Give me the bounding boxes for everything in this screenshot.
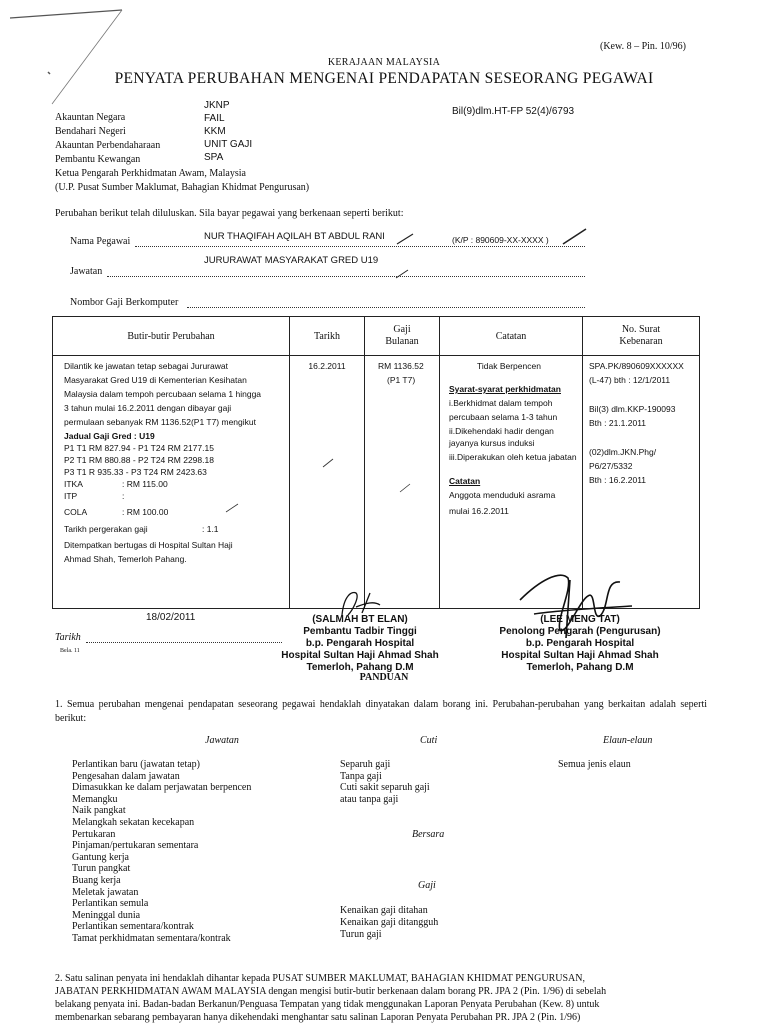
itp-value: :: [122, 491, 125, 501]
remark-line: i.Berkhidmat dalam tempoh: [449, 398, 553, 408]
col-header-date: Tarikh: [290, 317, 365, 356]
list-item: Gantung kerja: [72, 851, 129, 863]
name-dotted-line: [135, 246, 585, 247]
typed-line: FAIL: [204, 113, 225, 124]
signatory-line: Temerloh, Pahang D.M: [526, 662, 634, 673]
signatory-line: b.p. Pengarah Hospital: [305, 638, 415, 649]
remark-line: Tidak Berpencen: [477, 361, 541, 371]
detail-line: permulaan sebanyak RM 1136.52(P1 T7) mengikut: [64, 417, 256, 427]
details-cell: [53, 356, 290, 609]
intro-text: Perubahan berikut telah diluluskan. Sila bayar pegawai yang berkenaan seperti berikut:: [55, 208, 404, 219]
salary-step: (P1 T7): [387, 375, 416, 385]
detail-line: P3 T1 R 935.33 - P3 T24 RM 2423.63: [64, 467, 207, 477]
checkmark-icon: [395, 232, 415, 246]
typed-addressees: [204, 99, 252, 164]
payroll-label: Nombor Gaji Berkomputer: [70, 297, 179, 308]
list-item: Buang kerja: [72, 874, 121, 886]
date-cell: [290, 356, 365, 609]
list-item: atau tanpa gaji: [340, 793, 399, 805]
signatory-line: Hospital Sultan Haji Ahmad Shah: [501, 650, 659, 661]
remark-line: percubaan selama 1-3 tahun: [449, 412, 558, 422]
approval-line: Bil(3) dlm.KKP-190093: [589, 404, 676, 414]
addressee-line: (U.P. Pusat Sumber Maklumat, Bahagian Khidmat Pengurusan): [55, 182, 310, 193]
list-item: Perlantikan baru (jawatan tetap): [72, 759, 200, 770]
guide-paragraph-2: [55, 972, 715, 1024]
addressee-line: Bendahari Negeri: [55, 126, 126, 137]
detail-line: ITKA: [64, 479, 83, 489]
position-dotted-line: [107, 276, 585, 277]
approval-line: Bth : 21.1.2011: [589, 418, 647, 428]
jawatan-list: [72, 759, 251, 945]
position-label: Jawatan: [70, 266, 103, 277]
left-signatory: [260, 614, 460, 674]
ic-number: (K/P : 890609-XX-XXXX ): [452, 235, 549, 245]
form-reference: (Kew. 8 – Pin. 10/96): [600, 41, 687, 52]
signatory-line: b.p. Pengarah Hospital: [525, 638, 635, 649]
list-item: Kenaikan gaji ditahan: [340, 905, 428, 916]
checkmark-icon: [224, 502, 240, 514]
list-item: Pertukaran: [72, 828, 116, 840]
reference-number: Bil(9)dlm.HT-FP 52(4)/6793: [452, 106, 575, 117]
jawatan-heading: Jawatan: [205, 735, 239, 746]
list-item: Kenaikan gaji ditangguh: [340, 917, 439, 928]
elaun-item: Semua jenis elaun: [558, 759, 631, 770]
cola-value: : RM 100.00: [122, 507, 169, 517]
list-item: Memangku: [72, 793, 118, 805]
paragraph-line: JABATAN PERKHIDMATAN AWAM MALAYSIA dengan mengisi butir-butir berkenaan dalam borang PR. JPA 2 (Pin. 1/96) di sebelah: [55, 986, 607, 997]
detail-line: P2 T1 RM 880.88 - P2 T24 RM 2298.18: [64, 455, 214, 465]
position-value: JURURAWAT MASYARAKAT GRED U19: [204, 255, 379, 266]
right-signatory: [480, 614, 680, 674]
addressee-line: Ketua Pengarah Perkhidmatan Awam, Malaysia: [55, 168, 246, 179]
list-item: Dimasukkan ke dalam perjawatan berpencen: [72, 782, 252, 794]
tarikh-label: Tarikh: [55, 632, 81, 643]
pergerakan-value: : 1.1: [202, 524, 219, 534]
approval-line: (02)dlm.JKN.Phg/: [589, 447, 657, 457]
remark-line: iii.Diperakukan oleh ketua jabatan: [449, 452, 577, 462]
remark-line: ii.Dikehendaki hadir dengan: [449, 426, 554, 436]
detail-line: Ditempatkan bertugas di Hospital Sultan Haji: [64, 540, 233, 550]
paragraph-line: 2. Satu salinan penyata ini hendaklah dihantar kepada PUSAT SUMBER MAKLUMAT, BAHAGIAN KHIDMAT PENGURUSAN,: [55, 973, 585, 984]
col-header-approval: No. Surat Kebenaran: [583, 317, 700, 356]
addressee-line: Akauntan Perbendaharaan: [55, 140, 161, 151]
approval-line: SPA.PK/890609XXXXXX: [589, 361, 684, 371]
signatory-name: (LEE MENG TAT): [540, 614, 620, 625]
itka-value: : RM 115.00: [122, 479, 168, 489]
list-item: Cuti sakit separuh gaji: [340, 782, 430, 794]
checkmark-icon: [321, 457, 335, 469]
typed-line: UNIT GAJI: [204, 139, 253, 150]
remark-line: jayanya kursus induksi: [449, 438, 535, 448]
approval-line: (L-47) bth : 12/1/2011: [589, 375, 671, 385]
gaji-heading: Gaji: [418, 880, 436, 891]
list-item: Melangkah sekatan kecekapan: [72, 816, 195, 828]
checkmark-icon: [398, 482, 412, 494]
detail-line: ITP: [64, 491, 78, 501]
list-item: Meletak jawatan: [72, 886, 139, 898]
list-item: Perlantikan sementara/kontrak: [72, 921, 194, 933]
bersara-heading: Bersara: [412, 829, 445, 840]
addressee-list: [55, 111, 309, 195]
detail-line: P1 T1 RM 827.94 - P1 T24 RM 2177.15: [64, 443, 214, 453]
list-item: Meninggal dunia: [72, 909, 141, 921]
list-item: Pengesahan dalam jawatan: [72, 770, 180, 782]
list-item: Tamat perkhidmatan sementara/kontrak: [72, 932, 231, 944]
remark-heading: Syarat-syarat perkhidmatan: [449, 384, 561, 394]
form-code: Bela. 11: [60, 648, 80, 654]
gaji-list: [340, 905, 438, 941]
list-item: Turun pangkat: [72, 863, 131, 875]
signatory-title: Pembantu Tadbir Tinggi: [303, 626, 417, 637]
detail-line: 3 tahun mulai 16.2.2011 dengan dibayar gaji: [64, 403, 232, 413]
elaun-heading: Elaun-elaun: [603, 735, 653, 746]
col-header-salary: Gaji Bulanan: [365, 317, 440, 356]
paragraph-line: belakang penyata ini. Badan-badan Berkanun/Penguasa Tempatan yang tidak menggunakan Laporan Penyata Perubahan (Kew. 8) untuk: [55, 999, 600, 1010]
checkmark-icon: [560, 226, 588, 246]
remark-line: Anggota menduduki asrama: [449, 490, 556, 500]
col-header-details: Butir-butir Perubahan: [53, 317, 290, 356]
change-date: 16.2.2011: [308, 361, 346, 371]
paragraph-line: membenarkan sebarang pembayaran hanya dikehendaki menghantar satu salinan Laporan Penyata Perubahan PR. JPA 2 (Pin. 1/96): [55, 1012, 581, 1023]
addressee-line: Akauntan Negara: [55, 112, 126, 123]
signatory-title: Penolong Pengarah (Pengurusan): [499, 626, 661, 637]
detail-line: Malaysia dalam tempoh percubaan selama 1 hingga: [64, 389, 262, 399]
monthly-salary: RM 1136.52: [378, 361, 424, 371]
signatory-line: Hospital Sultan Haji Ahmad Shah: [281, 650, 439, 661]
signatory-line: Temerloh, Pahang D.M: [306, 662, 414, 673]
tarikh-dotted-line: [86, 642, 282, 643]
detail-line: Jadual Gaji Gred : U19: [64, 431, 155, 441]
page-title: PENYATA PERUBAHAN MENGENAI PENDAPATAN SESEORANG PEGAWAI: [114, 70, 654, 87]
detail-line: Ahmad Shah, Temerloh Pahang.: [64, 554, 187, 564]
guide-paragraph: 1. Semua perubahan mengenai pendapatan seseorang pegawai hendaklah dinyatakan dalam borang ini. Perubahan-perubahan yang berkaitan adalah seperti berikut:: [55, 699, 707, 724]
detail-line: Tarikh pergerakan gaji: [64, 524, 148, 534]
list-item: Perlantikan semula: [72, 898, 149, 910]
list-item: Separuh gaji: [340, 759, 391, 770]
typed-line: JKNP: [204, 100, 230, 111]
addressee-line: Pembantu Kewangan: [55, 154, 141, 165]
list-item: Pinjaman/pertukaran sementara: [72, 840, 199, 852]
typed-line: SPA: [204, 152, 224, 163]
remark-line: mulai 16.2.2011: [449, 506, 509, 516]
name-label: Nama Pegawai: [70, 236, 131, 247]
salary-cell: [365, 356, 440, 609]
signatory-name: (SALMAH BT ELAN): [312, 614, 408, 625]
detail-line: COLA: [64, 507, 88, 517]
government-label: KERAJAAN MALAYSIA: [327, 57, 441, 68]
list-item: Naik pangkat: [72, 805, 126, 817]
detail-line: Masyarakat Gred U19 di Kementerian Kesihatan: [64, 375, 247, 385]
col-header-remarks: Catatan: [440, 317, 583, 356]
typed-line: KKM: [204, 126, 226, 137]
employee-name: NUR THAQIFAH AQILAH BT ABDUL RANI: [204, 231, 385, 242]
signing-date: 18/02/2011: [146, 612, 196, 623]
guide-title: PANDUAN: [359, 672, 409, 683]
list-item: Turun gaji: [340, 929, 382, 940]
cuti-heading: Cuti: [420, 735, 438, 746]
approval-line: P6/27/5332: [589, 461, 633, 471]
approval-line: Bth : 16.2.2011: [589, 475, 647, 485]
cuti-list: [340, 759, 430, 805]
list-item: Tanpa gaji: [340, 770, 382, 782]
detail-line: Dilantik ke jawatan tetap sebagai Jururawat: [64, 361, 228, 371]
payroll-dotted-line: [187, 307, 585, 308]
checkmark-icon: [394, 268, 410, 280]
remark-heading: Catatan: [449, 476, 481, 486]
